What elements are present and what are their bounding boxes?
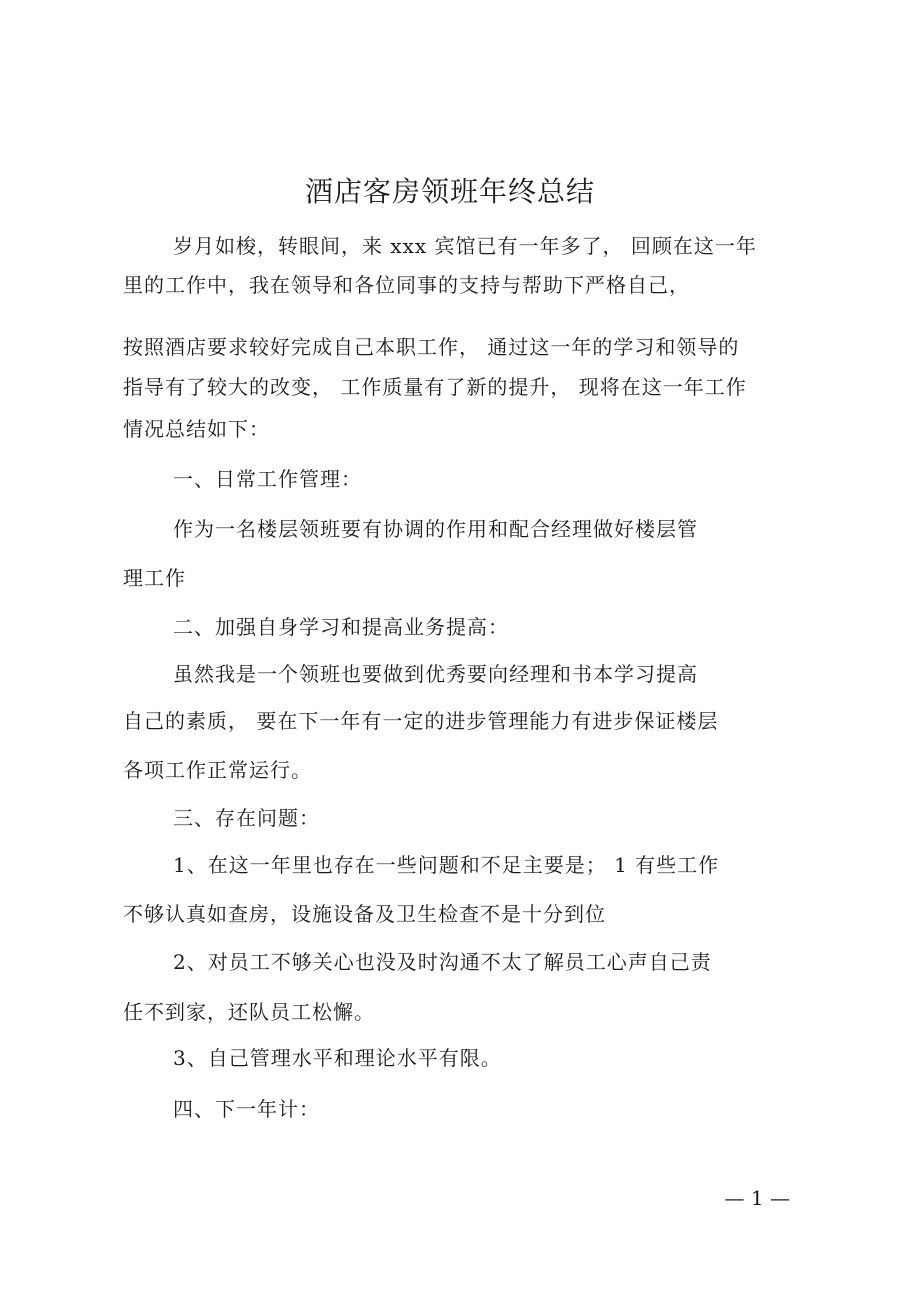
section-heading: 三、存在问题： — [173, 806, 320, 830]
paragraph-line: 1、在这一年里也存在一些问题和不足主要是； 1 有些工作 — [173, 853, 720, 877]
paragraph-line: 里的工作中，我在领导和各位同事的支持与帮助下严格自己， — [123, 273, 690, 297]
paragraph-line: 3、自己管理水平和理论水平有限。 — [173, 1046, 502, 1070]
paragraph-line: 按照酒店要求较好完成自己本职工作， 通过这一年的学习和领导的 — [123, 335, 740, 359]
paragraph-line: 作为一名楼层领班要有协调的作用和配合经理做好楼层管 — [173, 517, 698, 541]
paragraph-line: 情况总结如下： — [123, 417, 270, 441]
section-heading: 一、日常工作管理： — [173, 467, 362, 491]
paragraph-line: 任不到家，还队员工松懈。 — [123, 1000, 375, 1024]
paragraph-line: 岁月如梭，转眼间，来 xxx 宾馆已有一年多了， 回顾在这一年 — [173, 234, 757, 258]
page-number: — 1 — — [724, 1186, 790, 1210]
paragraph-line: 自己的素质， 要在下一年有一定的进步管理能力有进步保证楼层 — [123, 709, 719, 733]
paragraph-line: 各项工作正常运行。 — [123, 758, 312, 782]
paragraph-line: 2、对员工不够关心也没及时沟通不太了解员工心声自己责 — [173, 950, 712, 974]
paragraph-line: 不够认真如查房，设施设备及卫生检查不是十分到位 — [123, 902, 606, 926]
paragraph-line: 理工作 — [123, 566, 186, 590]
paragraph-line: 指导有了较大的改变， 工作质量有了新的提升， 现将在这一年工作 — [123, 375, 747, 399]
section-heading: 四、下一年计： — [173, 1097, 320, 1121]
paragraph-line: 虽然我是一个领班也要做到优秀要向经理和书本学习提高 — [173, 662, 698, 686]
document-title: 酒店客房领班年终总结 — [304, 175, 595, 208]
section-heading: 二、加强自身学习和提高业务提高： — [173, 615, 509, 639]
